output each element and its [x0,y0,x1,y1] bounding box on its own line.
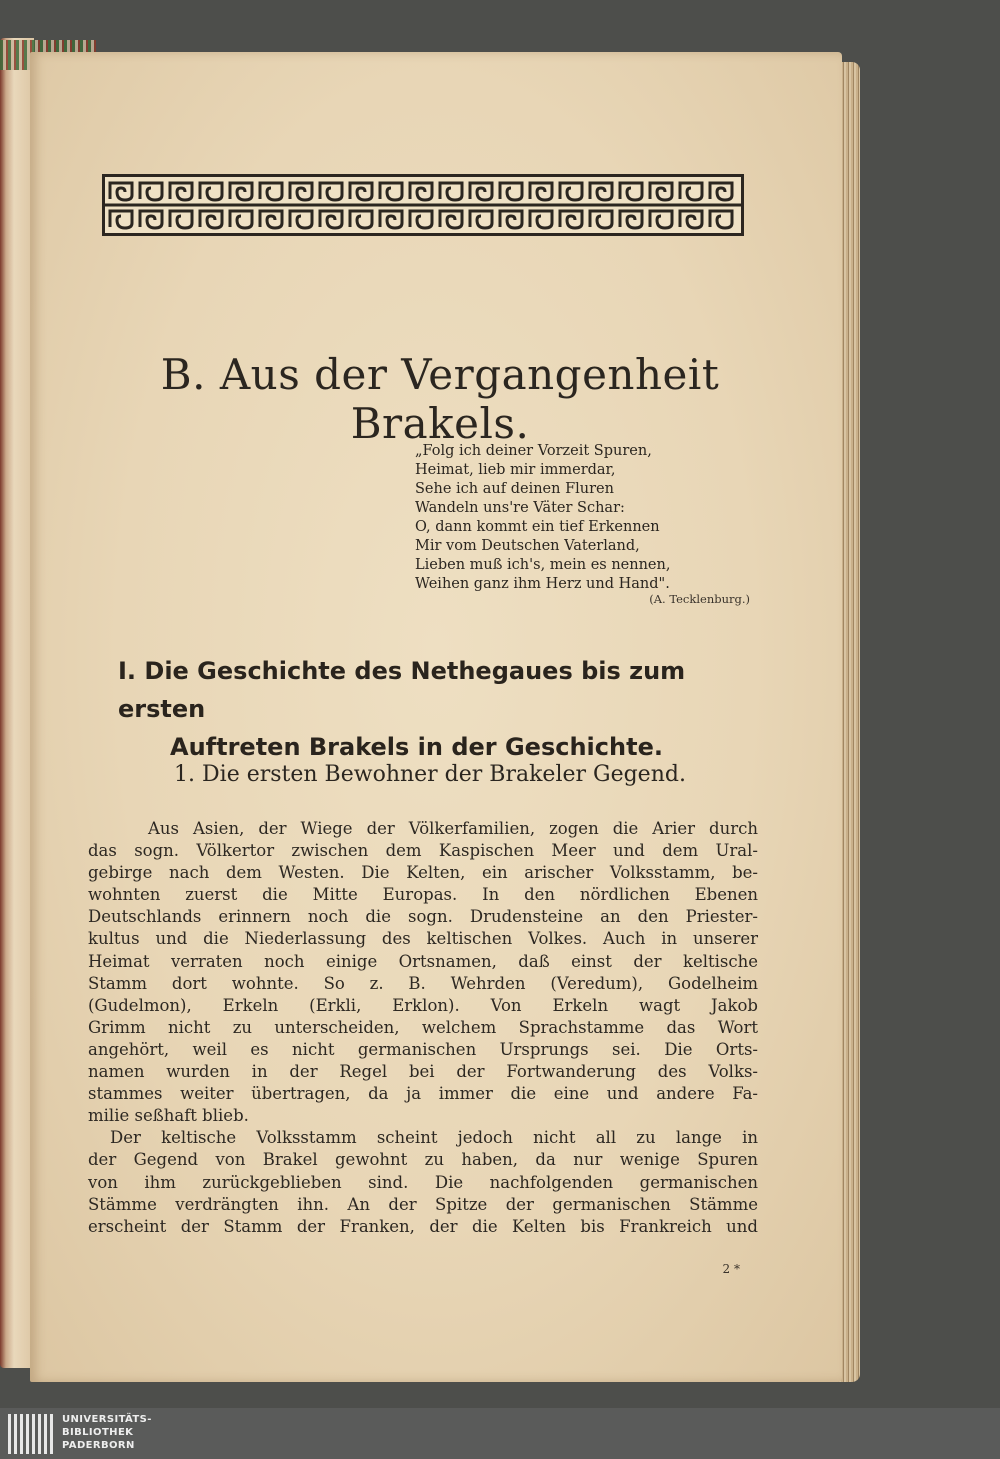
body-line: Aus Asien, der Wiege der Völkerfamilien, zogen die Arier durch [148,819,758,838]
ornament-spiral [560,211,582,228]
body-line: stammes weiter übertragen, da ja immer die eine und andere Fa- [88,1084,758,1104]
ornament-spiral [530,183,552,200]
book-page [30,52,842,1382]
section-title-line2: Auftreten Brakels in der Geschichte. [170,733,663,761]
library-name-line: UNIVERSITÄTS- [62,1414,152,1425]
ornament-spiral [380,183,402,200]
ornament-spiral [140,183,162,200]
body-line: Stamm dort wohnte. So z. B. Wehrden (Veredum), Godelheim [88,973,758,993]
poem-line: „Folg ich deiner Vorzeit Spuren, [415,443,652,459]
poem-line: Sehe ich auf deinen Fluren [415,481,614,497]
body-line: Der keltische Volksstamm scheint jedoch nicht all zu lange in [110,1128,758,1148]
ornament-spiral [680,211,702,228]
ornament-spiral [200,211,222,228]
ornament-spiral [590,183,612,200]
ornament-spiral [260,183,282,200]
poem-line: O, dann kommt ein tief Erkennen [415,519,660,535]
library-name-line: PADERBORN [62,1440,135,1451]
body-line: Grimm nicht zu unterscheiden, welchem Sprachstamme das Wort [88,1017,758,1037]
poem-line: Mir vom Deutschen Vaterland, [415,538,640,554]
body-line: Heimat verraten noch einige Ortsnamen, daß einst der keltische [88,951,758,971]
body-line: (Gudelmon), Erkeln (Erkli, Erklon). Von Erkeln wagt Jakob [88,995,758,1015]
ornament-spiral [170,211,192,228]
library-logo-icon [8,1414,54,1454]
page-number: 2 * [722,1262,740,1276]
ornament-spiral [590,211,612,228]
ornament-spiral [470,211,492,228]
ornament-spiral [200,183,222,200]
library-footer [0,1408,1000,1459]
ornament-spiral [560,183,582,200]
ornament-spiral [650,211,672,228]
ornament-spiral [140,211,162,228]
ornament-spiral [620,211,642,228]
ornament-band [102,174,744,236]
body-line: der Gegend von Brakel gewohnt zu haben, da nur wenige Spuren [88,1150,758,1170]
body-line: milie seßhaft blieb. [88,1106,249,1126]
ornament-spiral [110,211,132,228]
ornament-spiral [410,183,432,200]
section-title [118,652,758,766]
ornament-spiral [620,183,642,200]
ornament-spiral [290,211,312,228]
ornament-spiral [320,211,342,228]
body-line: namen wurden in der Regel bei der Fortwanderung des Volks- [88,1062,758,1082]
body-line: kultus und die Niederlassung des keltischen Volkes. Auch in unserer [88,929,758,949]
poem-author: (A. Tecklenburg.) [649,592,750,606]
poem-line: Lieben muß ich's, mein es nennen, [415,557,671,573]
poem-line: Weihen ganz ihm Herz und Hand". [415,576,670,592]
poem-line: Heimat, lieb mir immerdar, [415,462,616,478]
body-paragraphs [88,818,758,1238]
ornament-spiral [290,183,312,200]
library-name [62,1413,152,1452]
ornament-spiral [350,211,372,228]
ornament-spiral [530,211,552,228]
ornament-spiral [380,211,402,228]
chapter-heading: B. Aus der Vergangenheit Brakels. [160,350,720,448]
body-line: Stämme verdrängten ihn. An der Spitze der germanischen Stämme [88,1194,758,1214]
poem-line: Wandeln uns're Väter Schar: [415,500,625,516]
section-title-line1: I. Die Geschichte des Nethegaues bis zum ersten [118,657,686,723]
body-line: von ihm zurückgeblieben sind. Die nachfolgenden germanischen [88,1172,758,1192]
epigraph-poem [415,442,745,594]
book-spine [0,38,34,1368]
body-line: Deutschlands erinnern noch die sogn. Drudensteine an den Priester- [88,907,758,927]
body-line: angehört, weil es nicht germanischen Ursprungs sei. Die Orts- [88,1039,758,1059]
ornament-spiral [500,211,522,228]
subsection-title: 1. Die ersten Bewohner der Brakeler Gegend. [174,762,686,787]
body-line: das sogn. Völkertor zwischen dem Kaspischen Meer und dem Ural- [88,841,758,861]
ornament-spiral [350,183,372,200]
body-line: gebirge nach dem Westen. Die Kelten, ein arischer Volksstamm, be- [88,863,758,883]
body-line: erscheint der Stamm der Franken, der die Kelten bis Frankreich und [88,1216,758,1236]
ornament-spiral [650,183,672,200]
ornament-spiral [710,211,732,228]
ornament-spiral [230,211,252,228]
ornament-spiral [680,183,702,200]
ornament-spiral [410,211,432,228]
library-name-line: BIBLIOTHEK [62,1427,134,1438]
ornament-spiral [320,183,342,200]
ornament-spiral [260,211,282,228]
ornament-spiral [500,183,522,200]
body-line: wohnten zuerst die Mitte Europas. In den nördlichen Ebenen [88,885,758,905]
ornament-spiral [440,211,462,228]
ornament-spiral [470,183,492,200]
ornament-spiral [710,183,732,200]
ornament-spiral [440,183,462,200]
ornament-spiral [230,183,252,200]
ornament-spiral [170,183,192,200]
ornament-spiral [110,183,132,200]
